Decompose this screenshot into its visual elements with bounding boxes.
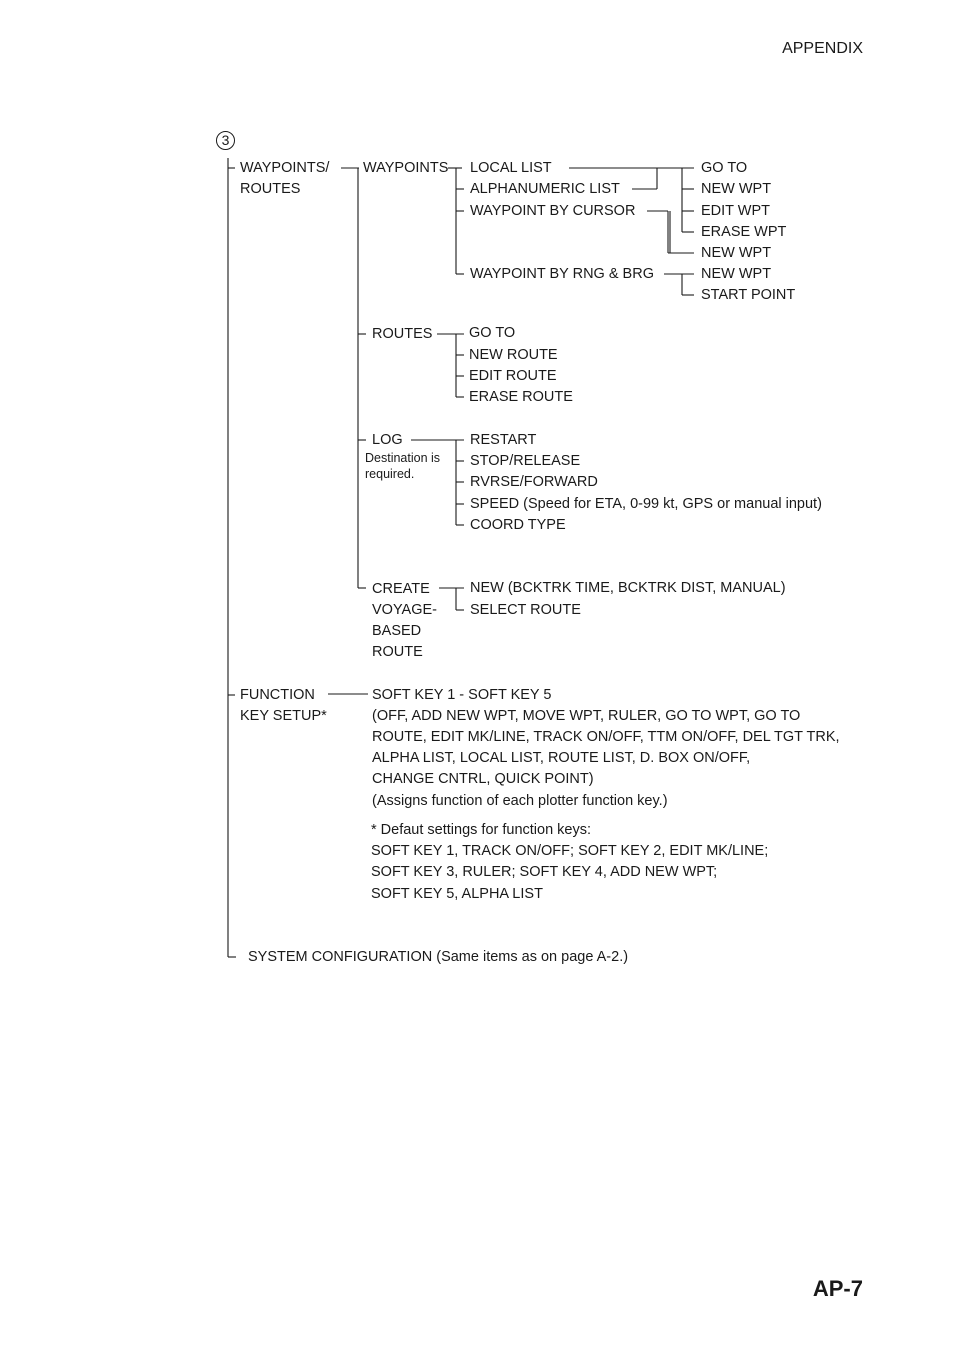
default-settings-note: * Defaut settings for function keys:: [371, 822, 592, 838]
list-action-item: EDIT WPT: [701, 203, 771, 219]
log-item: RVRSE/FORWARD: [470, 474, 598, 490]
log-item: COORD TYPE: [470, 517, 566, 533]
cursor-action-item: NEW WPT: [701, 245, 772, 261]
waypoints-routes-label-line2: ROUTES: [240, 181, 301, 197]
default-settings-line: SOFT KEY 1, TRACK ON/OFF; SOFT KEY 2, EDIT MK/LINE;: [371, 843, 769, 859]
log-note: Destination is: [365, 451, 441, 465]
log-item: RESTART: [470, 432, 537, 448]
create-route-item: SELECT ROUTE: [470, 602, 581, 618]
function-key-label-line2: KEY SETUP*: [240, 708, 327, 724]
function-key-text: (OFF, ADD NEW WPT, MOVE WPT, RULER, GO TO WPT, GO TO: [372, 708, 801, 724]
list-action-item: NEW WPT: [701, 181, 772, 197]
function-key-text: (Assigns function of each plotter function key.): [372, 793, 668, 809]
log-item: STOP/RELEASE: [470, 453, 581, 469]
rng-brg-action-item: NEW WPT: [701, 266, 772, 282]
page-header: APPENDIX: [782, 40, 863, 57]
log-label: LOG: [372, 432, 403, 448]
system-configuration-label: SYSTEM CONFIGURATION (Same items as on page A-2.): [248, 949, 629, 965]
routes-item: GO TO: [469, 325, 516, 341]
create-route-item: NEW (BCKTRK TIME, BCKTRK DIST, MANUAL): [470, 580, 786, 596]
create-route-label-line: VOYAGE-: [372, 602, 437, 618]
log-note-line2: required.: [365, 467, 415, 481]
function-key-text: ALPHA LIST, LOCAL LIST, ROUTE LIST, D. BOX ON/OFF,: [372, 750, 751, 766]
list-action-item: ERASE WPT: [701, 224, 787, 240]
routes-item: EDIT ROUTE: [469, 368, 557, 384]
waypoints-label: WAYPOINTS: [363, 160, 449, 176]
routes-item: ERASE ROUTE: [469, 389, 573, 405]
create-route-label-line: BASED: [372, 623, 422, 639]
waypoints-item: WAYPOINT BY CURSOR: [470, 203, 636, 219]
function-key-text: CHANGE CNTRL, QUICK POINT): [372, 771, 594, 787]
routes-item: NEW ROUTE: [469, 347, 558, 363]
list-action-item: GO TO: [701, 160, 748, 176]
default-settings-line: SOFT KEY 5, ALPHA LIST: [371, 886, 543, 902]
waypoints-item: ALPHANUMERIC LIST: [470, 181, 620, 197]
function-key-text: ROUTE, EDIT MK/LINE, TRACK ON/OFF, TTM ON/OFF, DEL TGT TRK,: [372, 729, 840, 745]
page-number: AP-7: [812, 1276, 863, 1301]
create-route-label: CREATE: [372, 581, 430, 597]
waypoints-routes-label: WAYPOINTS/: [240, 160, 330, 176]
section-number-badge: 3: [216, 131, 235, 150]
waypoints-item: LOCAL LIST: [470, 160, 552, 176]
log-item: SPEED (Speed for ETA, 0-99 kt, GPS or manual input): [470, 496, 822, 512]
function-key-text: SOFT KEY 1 - SOFT KEY 5: [372, 687, 552, 703]
routes-label: ROUTES: [372, 326, 433, 342]
default-settings-line: SOFT KEY 3, RULER; SOFT KEY 4, ADD NEW WPT;: [371, 864, 718, 880]
create-route-label-line: ROUTE: [372, 644, 423, 660]
function-key-label: FUNCTION: [240, 687, 315, 703]
rng-brg-action-item: START POINT: [701, 287, 796, 303]
waypoints-item: WAYPOINT BY RNG & BRG: [470, 266, 654, 282]
